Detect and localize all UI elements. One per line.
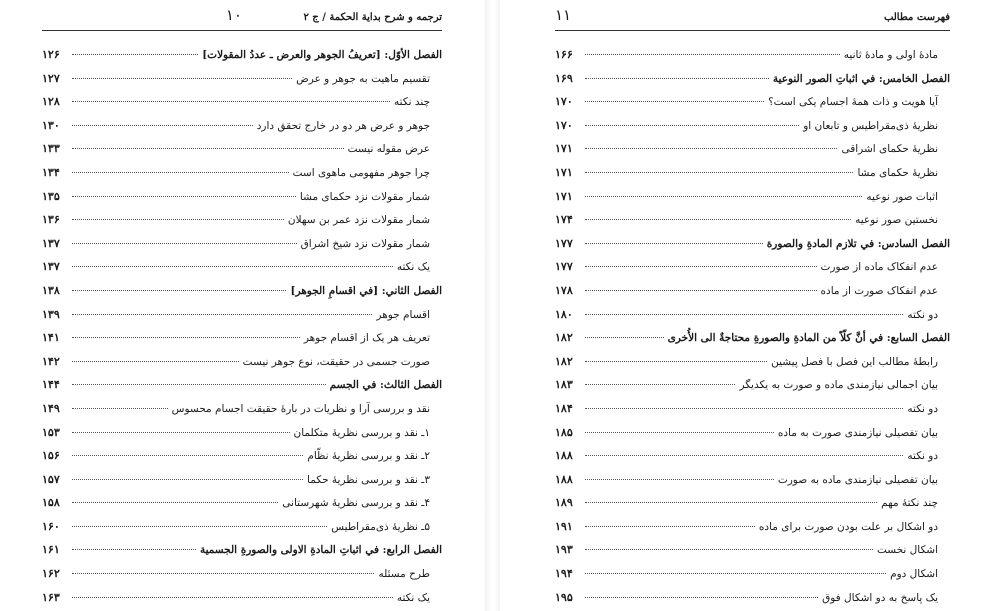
toc-entry [42, 308, 442, 332]
dot-leader [585, 455, 903, 456]
toc-entry-title: الفصل السابع: في أنَّ كلّاً من المادةِ والصورةِ محتاجةٌ الى الأُخرى [667, 332, 950, 345]
toc-entry-page-number: ۱۷۰ [555, 118, 573, 132]
toc-entry [555, 48, 950, 72]
toc-entry-title: اقسام جوهر [376, 308, 430, 321]
toc-entry-page-number: ۱۵۳ [42, 425, 60, 439]
toc-entry-page-number: ۱۲۸ [42, 95, 60, 109]
toc-entry-page-number: ۱۸۳ [555, 378, 573, 392]
dot-leader [72, 148, 344, 149]
toc-entry-title: اثبات صور نوعیه [866, 190, 938, 203]
toc-entry-page-number: ۱۸۴ [555, 401, 573, 415]
dot-leader [585, 526, 755, 527]
toc-entry-title: الفصل الثالث: في الجسم [329, 379, 442, 392]
toc-entry-page-number: ۱۷۷ [555, 260, 573, 274]
dot-leader [585, 479, 774, 480]
toc-entry [42, 237, 442, 261]
toc-entry-page-number: ۱۹۵ [555, 590, 573, 604]
toc-entry-page-number: ۱۴۹ [42, 401, 60, 415]
dot-leader [585, 196, 862, 197]
dot-leader [585, 573, 886, 574]
toc-entry [42, 567, 442, 591]
toc-entry-title: بیان تفصیلی نیازمندی صورت به ماده [777, 426, 938, 439]
toc-entry-title: جوهر و عرض هر دو در خارج تحقق دارد [256, 119, 430, 132]
toc-entry-page-number: ۱۶۹ [555, 71, 573, 85]
left-header-rule [42, 30, 442, 31]
dot-leader [72, 101, 390, 102]
left-page [0, 0, 485, 611]
toc-entry [42, 402, 442, 426]
toc-entry-page-number: ۱۷۴ [555, 213, 573, 227]
toc-entry [42, 213, 442, 237]
toc-entry [555, 378, 950, 402]
toc-entry-title: الفصل الأوّل: [تعريفُ الجوهر والعرض ـ عددُ المقولات] [202, 49, 442, 61]
toc-entry-page-number: ۱۸۲ [555, 331, 573, 345]
dot-leader [585, 549, 873, 550]
toc-entry-title: آیا هویت و ذات همهٔ اجسام یکی است؟ [768, 96, 938, 109]
toc-entry-title: رابطهٔ مطالب این فصل با فصل پیشین [771, 355, 938, 368]
dot-leader [585, 408, 903, 409]
toc-chapter-entry [42, 543, 442, 567]
toc-entry-title: عدم انفکاک ماده از صورت [820, 261, 938, 274]
toc-entry-page-number: ۱۳۸ [42, 283, 60, 297]
dot-leader [585, 243, 763, 244]
toc-entry [555, 473, 950, 497]
toc-entry [555, 591, 950, 611]
toc-entry-page-number: ۱۷۸ [555, 283, 573, 297]
toc-entry [42, 426, 442, 450]
toc-entry [42, 72, 442, 96]
toc-entry-page-number: ۱۴۴ [42, 378, 60, 392]
toc-entry-title: اشکال نخست [876, 544, 938, 557]
toc-chapter-entry [555, 237, 950, 261]
dot-leader [72, 479, 303, 480]
dot-leader [585, 314, 903, 315]
toc-entry [555, 119, 950, 143]
dot-leader [72, 314, 372, 315]
dot-leader [585, 337, 664, 338]
toc-entry [555, 190, 950, 214]
right-header-title: فهرست مطالب [883, 12, 950, 23]
toc-entry-title: تقسیم ماهیت به جوهر و عرض [296, 72, 430, 85]
dot-leader [585, 290, 817, 291]
toc-entry-page-number: ۱۳۴ [42, 165, 60, 179]
dot-leader [72, 408, 168, 409]
toc-entry-page-number: ۱۸۰ [555, 307, 573, 321]
toc-entry-title: نظریهٔ ذی‌مقراطیس و تابعان او [803, 119, 938, 132]
dot-leader [72, 78, 292, 79]
toc-entry-title: دو نکته [907, 308, 938, 321]
dot-leader [585, 361, 767, 362]
toc-entry [555, 355, 950, 379]
toc-entry-page-number: ۱۸۹ [555, 496, 573, 510]
right-page-header [555, 6, 950, 28]
toc-entry-page-number: ۱۴۱ [42, 331, 60, 345]
toc-entry-title: یک پاسخ به دو اشکال فوق [822, 591, 938, 604]
toc-entry-title: دو نکته [907, 450, 938, 463]
toc-entry-title: دو نکته [907, 402, 938, 415]
toc-chapter-entry [555, 331, 950, 355]
toc-entry-page-number: ۱۶۲ [42, 567, 60, 581]
toc-entry-title: شمار مقولات نزد حکمای مشا [299, 190, 430, 203]
toc-entry-title: عرض مقوله نیست [347, 143, 430, 156]
dot-leader [72, 432, 290, 433]
dot-leader [585, 502, 877, 503]
toc-entry-title: تعریف هر یک از اقسام جوهر [303, 332, 430, 345]
toc-entry-page-number: ۱۵۷ [42, 472, 60, 486]
toc-entry-page-number: ۱۶۱ [42, 543, 60, 557]
toc-entry-page-number: ۱۸۵ [555, 425, 573, 439]
toc-entry-title: ۴ـ نقد و بررسی نظریهٔ شهرستانی [282, 497, 430, 510]
toc-entry-title: یک نکته [396, 591, 430, 604]
toc-entry-title: شمار مقولات نزد شیخ اشراق [300, 237, 430, 250]
toc-entry [42, 119, 442, 143]
toc-entry-page-number: ۱۵۸ [42, 496, 60, 510]
dot-leader [585, 101, 764, 102]
dot-leader [72, 597, 393, 598]
toc-entry [42, 473, 442, 497]
toc-entry-title: طرح مسئله [378, 568, 430, 581]
toc-entry-page-number: ۱۲۷ [42, 71, 60, 85]
dot-leader [72, 384, 326, 385]
toc-entry-page-number: ۱۹۴ [555, 567, 573, 581]
dot-leader [72, 219, 284, 220]
right-page [500, 0, 985, 611]
toc-entry-title: چند نکته [393, 96, 430, 109]
dot-leader [585, 78, 769, 79]
toc-chapter-entry [42, 378, 442, 402]
dot-leader [72, 196, 296, 197]
toc-entry [555, 95, 950, 119]
dot-leader [72, 361, 239, 362]
toc-entry-page-number: ۱۷۱ [555, 189, 573, 203]
toc-entry-page-number: ۱۹۳ [555, 543, 573, 557]
dot-leader [72, 54, 198, 55]
toc-entry [42, 520, 442, 544]
dot-leader [72, 125, 253, 126]
dot-leader [585, 432, 774, 433]
toc-entry [555, 213, 950, 237]
toc-entry [555, 520, 950, 544]
toc-entry [42, 449, 442, 473]
toc-entry [42, 142, 442, 166]
book-gutter [485, 0, 500, 611]
toc-entry-page-number: ۱۳۹ [42, 307, 60, 321]
dot-leader [72, 243, 297, 244]
toc-entry-title: ۱ـ نقد و بررسی نظریهٔ متکلمان [293, 426, 430, 439]
toc-entry-title: اشکال دوم [890, 568, 938, 581]
toc-entry [555, 308, 950, 332]
toc-entry [555, 449, 950, 473]
toc-chapter-entry [42, 284, 442, 308]
toc-entry-page-number: ۱۷۱ [555, 165, 573, 179]
toc-entry-page-number: ۱۳۷ [42, 236, 60, 250]
dot-leader [72, 455, 303, 456]
toc-entry [555, 426, 950, 450]
toc-entry [42, 166, 442, 190]
toc-entry-title: الفصل السادس: في تلازم المادةِ والصورة [766, 237, 950, 250]
toc-entry [42, 355, 442, 379]
toc-entry-title: ۲ـ نقد و بررسی نظریهٔ نظّام [307, 450, 430, 463]
toc-entry-title: بیان تفصیلی نیازمندی ماده به صورت [777, 473, 938, 486]
toc-entry-page-number: ۱۳۳ [42, 142, 60, 156]
dot-leader [72, 290, 286, 291]
toc-entry-title: چرا جوهر مفهومی ماهوی است [292, 166, 430, 179]
toc-chapter-entry [555, 72, 950, 96]
toc-entry-page-number: ۱۶۳ [42, 590, 60, 604]
toc-entry [555, 166, 950, 190]
toc-entry [42, 496, 442, 520]
toc-entry-page-number: ۱۳۰ [42, 118, 60, 132]
toc-entry [555, 142, 950, 166]
dot-leader [72, 526, 327, 527]
dot-leader [585, 266, 817, 267]
dot-leader [72, 549, 196, 550]
toc-entry [555, 284, 950, 308]
dot-leader [72, 337, 300, 338]
toc-entry-page-number: ۱۷۰ [555, 95, 573, 109]
toc-entry-page-number: ۱۸۸ [555, 449, 573, 463]
dot-leader [585, 219, 851, 220]
right-page-number: ۱۱ [555, 6, 572, 24]
toc-entry-title: صورت جسمی در حقیقت، نوع جوهر نیست [242, 355, 430, 368]
left-page-number: ۱۰ [225, 6, 242, 24]
toc-entry-page-number: ۱۸۸ [555, 472, 573, 486]
toc-entry-title: چند نکتهٔ مهم [881, 497, 938, 510]
toc-entry-page-number: ۱۵۶ [42, 449, 60, 463]
dot-leader [72, 573, 374, 574]
toc-entry-title: ۵ـ نظریهٔ ذی‌مقراطیس [331, 520, 430, 533]
toc-entry [42, 190, 442, 214]
toc-entry-title: نظریهٔ حکمای اشراقی [841, 143, 938, 156]
toc-entry-title: الفصل الثاني: [في اقسامِ الجوهر] [290, 284, 442, 297]
dot-leader [585, 54, 840, 55]
toc-entry [42, 260, 442, 284]
toc-entry-title: نخستین صور نوعیه [855, 214, 938, 227]
toc-entry-title: الفصل الرابع: في اثباتِ المادةِ الاولی والصورةِ الجسمیة [199, 544, 442, 557]
toc-entry [555, 402, 950, 426]
dot-leader [585, 172, 853, 173]
toc-entry-page-number: ۱۷۷ [555, 236, 573, 250]
toc-entry-page-number: ۱۳۵ [42, 189, 60, 203]
dot-leader [72, 266, 393, 267]
toc-entry [42, 95, 442, 119]
toc-chapter-entry [42, 48, 442, 72]
toc-entry-title: شمار مقولات نزد عمر بن سهلان [287, 214, 430, 227]
toc-entry [42, 331, 442, 355]
dot-leader [72, 172, 289, 173]
dot-leader [72, 502, 278, 503]
toc-entry-page-number: ۱۹۱ [555, 519, 573, 533]
left-header-title: ترجمه و شرح بداية الحكمة / ج ۲ [303, 12, 442, 23]
left-toc-list [42, 48, 442, 611]
toc-entry [555, 496, 950, 520]
dot-leader [585, 125, 799, 126]
toc-entry-page-number: ۱۷۱ [555, 142, 573, 156]
toc-entry-title: یک نکته [396, 261, 430, 274]
toc-entry [555, 567, 950, 591]
dot-leader [585, 148, 837, 149]
toc-entry-title: عدم انفکاک صورت از ماده [820, 284, 938, 297]
toc-entry [555, 260, 950, 284]
toc-entry-page-number: ۱۸۲ [555, 354, 573, 368]
toc-entry-page-number: ۱۳۶ [42, 213, 60, 227]
toc-entry [555, 543, 950, 567]
toc-entry-page-number: ۱۴۲ [42, 354, 60, 368]
dot-leader [585, 384, 735, 385]
dot-leader [585, 597, 818, 598]
toc-entry-title: دو اشکال بر علت بودن صورت برای ماده [758, 520, 938, 533]
toc-entry-title: نظریهٔ حکمای مشا [857, 166, 938, 179]
toc-entry-title: الفصل الخامس: في اثباتِ الصور النوعية [772, 72, 950, 85]
toc-entry-title: ۳ـ نقد و بررسی نظریهٔ حکما [307, 473, 430, 486]
toc-entry [42, 591, 442, 611]
toc-entry-title: بیان اجمالی نیازمندی ماده و صورت به یکدیگر [739, 379, 938, 392]
toc-entry-page-number: ۱۲۶ [42, 48, 60, 61]
toc-entry-page-number: ۱۳۷ [42, 260, 60, 274]
left-page-header [42, 6, 442, 28]
toc-entry-title: نقد و بررسی آرا و نظریات در بارهٔ حقیقت اجسام محسوس [171, 402, 430, 415]
right-header-rule [555, 30, 950, 31]
toc-entry-page-number: ۱۶۶ [555, 48, 573, 61]
toc-entry-title: مادهٔ اولی و مادهٔ ثانیه [843, 49, 938, 61]
toc-entry-page-number: ۱۶۰ [42, 519, 60, 533]
right-toc-list [555, 48, 950, 611]
